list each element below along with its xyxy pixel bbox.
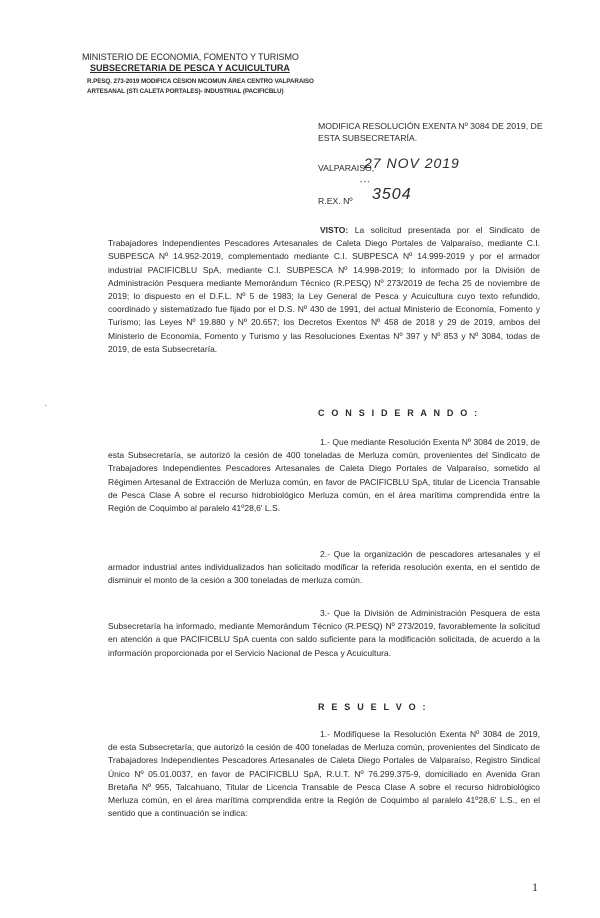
considerando-item-2-text: 2.- Que la organización de pescadores artesanales y el armador industrial antes individualizados han solicitado modificar la referida resolución exenta, en el sentido de disminuir el monto de la cesión a 300 toneladas de merluza común. bbox=[108, 549, 540, 586]
resolution-subject: MODIFICA RESOLUCIÓN EXENTA Nº 3084 DE 2019, DE ESTA SUBSECRETARÍA. bbox=[318, 121, 543, 143]
date-stamp: 27 NOV 2019 bbox=[364, 155, 460, 171]
ministry-name: MINISTERIO DE ECONOMIA, FOMENTO Y TURISMO bbox=[82, 52, 299, 62]
considerando-item-3-text: 3.- Que la División de Administración Pesquera de esta Subsecretaría ha informado, mediante Memorándum Técnico (R.PESQ) Nº 273/2019, favorablemente la solicitud en atención a que PACIFICBLU SpA cuenta con saldo suficiente para la modificación solicitada, de acuerdo a la información proporcionada por el Servicio Nacional de Pesca y Acuicultura. bbox=[108, 608, 540, 658]
considerando-item-1-text: 1.- Que mediante Resolución Exenta Nº 3084 de 2019, de esta Subsecretaría, se autorizó la cesión de 400 toneladas de Merluza común, provenientes del Sindicato de Trabajadores Independientes Pescadores Artesanales de Caleta Diego Portales de Valparaíso, sometido al Régimen Artesanal de Extracción de Merluza común, en favor de PACIFICBLU SpA, titular de Licencia Transable de Pesca Clase A sobre el recurso hidrobiológico Merluza común, en el área marítima comprendida entre la Región de Coquimbo al paralelo 41º28,6' L.S. bbox=[108, 437, 540, 514]
visto-text: La solicitud presentada por el Sindicato de Trabajadores Independientes Pescadores Artesanales de Caleta Diego Portales de Valparaíso, mediante C.I. SUBPESCA Nº 14.952-2019, complementado mediante C.I. SUBPESCA Nº 14.999-2019 y por el armador industrial PACIFICBLU SpA, mediante C.I. SUBPESCA Nº 14.998-2019; lo informado por la División de Administración Pesquera mediante Memorándum Técnico (R.PESQ) Nº 273/2019 de fecha 25 de noviembre de 2019; lo dispuesto en el D.F.L. Nº 5 de 1983; la Ley General de Pesca y Acuicultura cuyo texto refundido, coordinado y sistematizado fue fijado por el D.S. Nº 430 de 1991, del actual Ministerio de Economía, Fomento y Turismo; las Leyes Nº 19.880 y Nº 20.657; los Decretos Exentos Nº 458 de 2018 y 29 de 2019, ambos del Ministerio de Economía, Fomento y Turismo y las Resoluciones Exentas Nº 397 y Nº 853 y Nº 3084, todas de 2019, de esta Subsecretaría. bbox=[108, 225, 540, 354]
considerando-item-2 bbox=[108, 548, 540, 588]
considerando-item-3 bbox=[108, 607, 540, 660]
considerando-item-1 bbox=[108, 436, 540, 515]
visto-paragraph bbox=[108, 224, 540, 356]
resuelvo-item-1-text: 1.- Modifíquese la Resolución Exenta Nº 3084 de 2019, de esta Subsecretaría, que autorizó la cesión de 400 toneladas de Merluza común, provenientes del Sindicato de Trabajadores Independientes Pescadores Artesanales de Caleta Diego Portales de Valparaíso, Registro Sindical Único Nº 05.01.0037, en favor de PACIFICBLU SpA, R.U.T. Nº 76.299.375-9, domiciliado en Avenida Gran Bretaña Nº 955, Talcahuano, Titular de Licencia Transable de Pesca Clase A sobre el recurso hidrobiológico Merluza común, en el área marítima comprendida entre la Región de Coquimbo al paralelo 41º28,6' L.S., en el sentido que a continuación se indica: bbox=[108, 729, 540, 819]
rex-label: R.EX. Nº bbox=[318, 196, 353, 206]
visto-label: VISTO: bbox=[320, 225, 349, 235]
place-label: VALPARAISO, bbox=[318, 163, 375, 173]
reference-line-1: R.PESQ. 273-2019 MODIFICA CESION MCOMUN ÁREA CENTRO VALPARAISO bbox=[87, 78, 314, 85]
resuelvo-heading: R E S U E L V O : bbox=[318, 702, 428, 712]
reference-line-2: ARTESANAL (STI CALETA PORTALES)- INDUSTRIAL (PACIFICBLU) bbox=[87, 88, 284, 95]
resuelvo-item-1 bbox=[108, 728, 540, 820]
letterhead bbox=[82, 52, 342, 97]
rex-number: 3504 bbox=[372, 186, 412, 203]
divider-dots: • • • bbox=[360, 180, 370, 186]
margin-mark: · bbox=[44, 400, 48, 411]
page-number: 1 bbox=[532, 880, 538, 894]
subsecretaria-name: SUBSECRETARIA DE PESCA Y ACUICULTURA bbox=[90, 63, 290, 73]
considerando-heading: C O N S I D E R A N D O : bbox=[318, 408, 480, 418]
